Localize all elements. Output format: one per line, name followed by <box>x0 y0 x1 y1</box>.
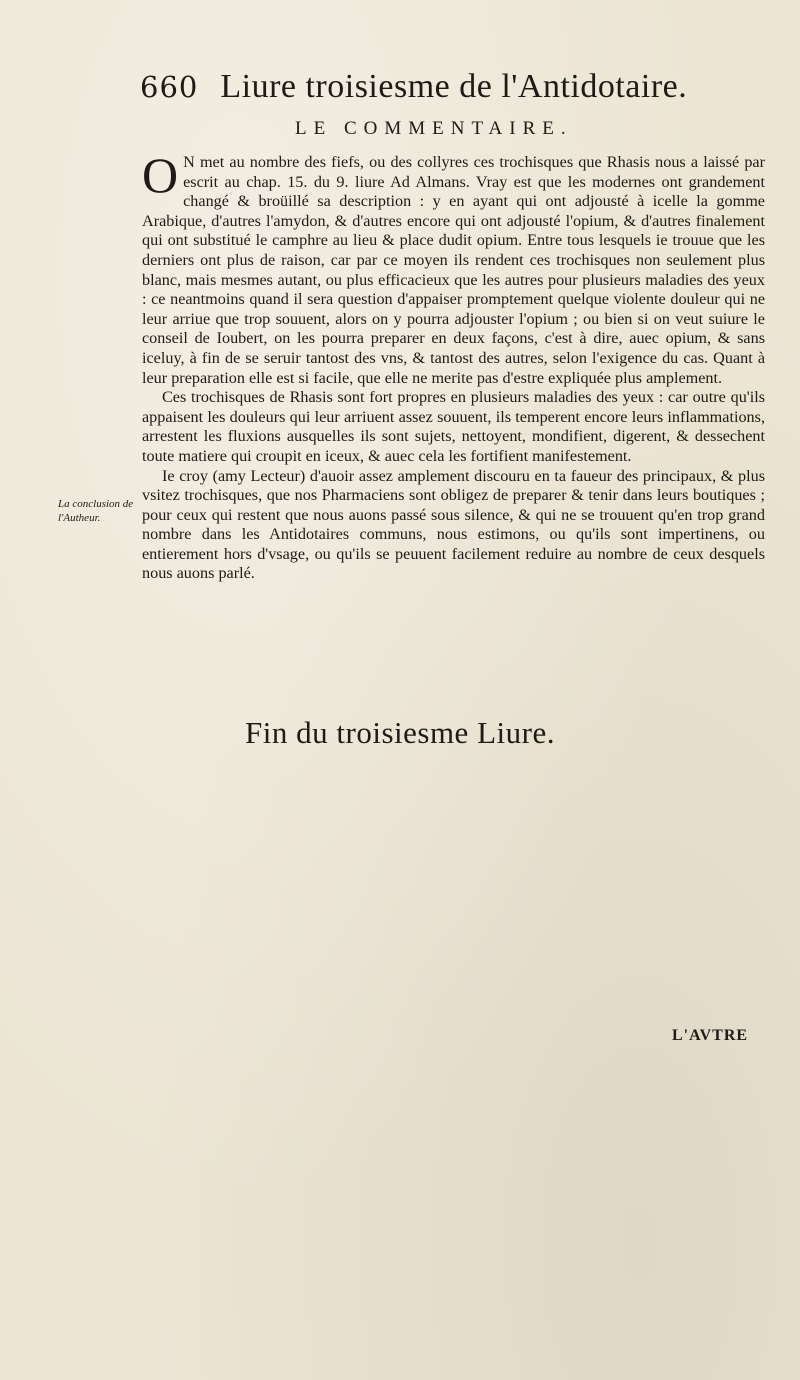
paragraph-1-text: N met au nombre des fiefs, ou des collyres ces trochisques que Rhasis nous a laissé par escrit au chap. 15. du 9. liure Ad Almans. Vray est que les modernes ont grandement changé & broüillé sa description : y en ayant qui ont adjousté à icelle la gomme Arabique, d'autres l'amydon, & d'autres encore qui ont adjousté l'opium, & d'autres finalement qui ont substitué le camphre au lieu & place dudit opium. Entre tous lesquels ie trouue que les derniers ont plus de raison, car par ce moyen ils rendent ces trochisques non seulement plus blanc, mais mesmes autant, ou plus efficacieux que les autres pour plusieurs maladies des yeux : ce neantmoins quand il sera question d'appaiser promptement quelque violente douleur qui ne leur arriue que trop souuent, alors on y pourra adjouster l'opium ; ou bien si on veut suiure le conseil de Ioubert, on les pourra preparer en deux façons, c'est à dire, auec opium, & sans iceluy, à fin de se seruir tantost des vns, & tantost des autres, selon l'exigence du cas. Quant à leur preparation elle est si facile, que elle ne merite pas d'estre expliquée plus amplement. <box>142 153 765 387</box>
page-number: 660 <box>140 70 199 104</box>
catchword: L'AVTRE <box>672 1027 749 1044</box>
section-heading: LE COMMENTAIRE. <box>295 118 573 139</box>
paragraph-2: Ces trochisques de Rhasis sont fort propres en plusieurs maladies des yeux : car outre qu'ils appaisent les douleurs qui leur arriuent assez souuent, ils temperent encore leurs inflammations, arrestent les fluxions ausquelles ils sont sujets, nettoyent, mondifient, digerent, & dessechent toute matiere qui croupit en iceux, & auec cela les fortifient manifestement. <box>142 388 765 465</box>
commentary-text <box>142 147 765 584</box>
margin-note: La conclusion de l'Autheur. <box>58 498 134 524</box>
drop-cap: O <box>142 147 179 203</box>
paragraph-1 <box>142 147 765 388</box>
end-of-book-title: Fin du troisiesme Liure. <box>245 715 555 750</box>
paragraph-3: Ie croy (amy Lecteur) d'auoir assez amplement discouru en ta faueur des principaux, & plus vsitez trochisques, que nos Pharmaciens sont obligez de preparer & tenir dans leurs boutiques ; pour ceux qui restent que nous auons passé sous silence, & qui ne se trouuent qu'en trop grand nombre dans les Antidotaires communs, nous estimons, ou qu'ils sont impertinens, ou entierement hors d'vsage, ou qu'ils se peuuent facilement reduire au nombre de ceux desquels nous auons parlé. <box>142 466 765 583</box>
running-title: Liure troisiesme de l'Antidotaire. <box>220 68 688 105</box>
page-header <box>140 68 700 112</box>
